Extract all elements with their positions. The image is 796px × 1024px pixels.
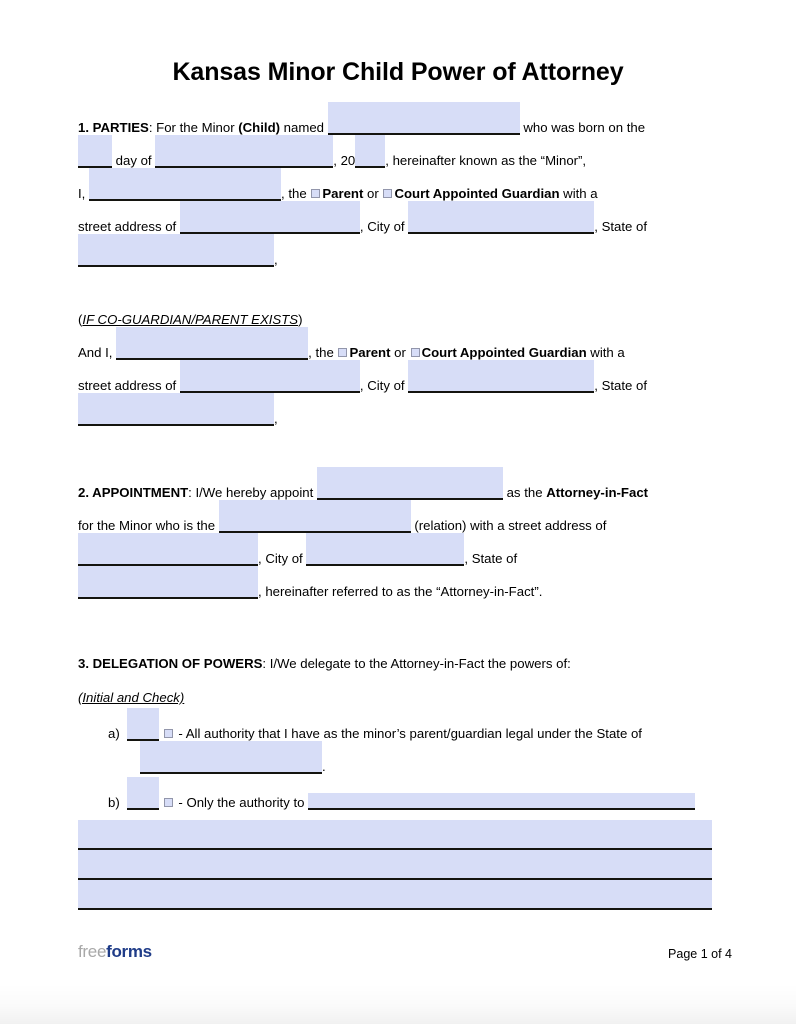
coguardian-court-appointed-guardian-label: Court Appointed Guardian <box>421 345 587 360</box>
minor-name-field[interactable] <box>328 118 520 135</box>
section2-text-2: as the <box>502 485 547 500</box>
coguardian-city-field[interactable] <box>408 376 594 393</box>
item-b-authority-field-line1[interactable] <box>308 793 695 810</box>
section2-text-1: : I/We hereby appoint <box>188 485 317 500</box>
co-guardian-note <box>78 312 712 328</box>
item-b-authority-field-line2[interactable] <box>78 820 712 850</box>
item-a-row <box>78 724 712 742</box>
section1-text-12: street address of <box>78 219 180 234</box>
section1-text-5: , hereinafter known as the “Minor”, <box>385 153 587 168</box>
item-a-checkbox[interactable] <box>164 729 173 738</box>
co-guardian-note-open: ( <box>78 312 83 327</box>
page-title: Kansas Minor Child Power of Attorney <box>172 58 624 86</box>
section1-text-13: , City of <box>359 219 409 234</box>
section2-text-4: (relation) with a street address of <box>410 518 607 533</box>
section1-heading: 1. PARTIES <box>78 120 149 135</box>
attorney-in-fact-name-field[interactable] <box>317 483 503 500</box>
coguardian-parent-checkbox[interactable] <box>338 348 347 357</box>
section1-line5 <box>78 250 712 268</box>
coguardian-street-address-field[interactable] <box>180 376 360 393</box>
section1-text-7: , the <box>281 186 311 201</box>
section1-line3 <box>78 184 712 202</box>
item-b-checkbox[interactable] <box>164 798 173 807</box>
item-b-text: - Only the authority to <box>174 795 309 810</box>
birth-day-field[interactable] <box>78 151 112 168</box>
guardian-street-address-field[interactable] <box>180 217 360 234</box>
aif-city-field[interactable] <box>306 549 464 566</box>
initial-and-check-note <box>78 690 712 706</box>
parent-label: Parent <box>322 186 364 201</box>
section3-heading: 3. DELEGATION OF POWERS <box>78 656 263 671</box>
section1-text-11: with a <box>559 186 598 201</box>
section1-text-15: , <box>274 252 278 267</box>
section1-text-1b: (Child) <box>238 120 281 135</box>
coguardian-state-field[interactable] <box>78 409 274 426</box>
section1-text-2: who was born on the <box>519 120 646 135</box>
section1-text-14: , State of <box>594 219 648 234</box>
section2-heading: 2. APPOINTMENT <box>78 485 189 500</box>
page-number: Page 1 of 4 <box>668 947 732 961</box>
item-a-text: - All authority that I have as the minor’s parent/guardian legal under the State of <box>174 726 642 741</box>
item-a-state-field[interactable] <box>140 757 322 774</box>
guardian-state-field[interactable] <box>78 250 274 267</box>
section1-line2 <box>78 151 712 169</box>
item-b-initial-field[interactable] <box>127 793 159 810</box>
item-b-authority-field-line4[interactable] <box>78 880 712 910</box>
item-a-period: . <box>322 759 326 774</box>
section1-text-1c: named <box>280 120 328 135</box>
coguardian-text-15: , <box>274 411 278 426</box>
coguardian-text-14: , State of <box>594 378 648 393</box>
birth-year-field[interactable] <box>355 151 385 168</box>
coguardian-text-7: , the <box>308 345 338 360</box>
section2-text-7: , hereinafter referred to as the “Attorney-in-Fact”. <box>258 584 543 599</box>
guardian-name-field[interactable] <box>89 184 281 201</box>
coguardian-court-appointed-guardian-checkbox[interactable] <box>411 348 420 357</box>
section1-line4 <box>78 217 712 235</box>
coguardian-text-12: street address of <box>78 378 180 393</box>
section1-text-3: day of <box>112 153 156 168</box>
logo-text-forms: forms <box>106 942 152 961</box>
section2-line3 <box>78 549 712 567</box>
page-footer <box>78 942 732 966</box>
freeforms-logo <box>78 942 152 962</box>
co-guardian-note-close: ) <box>298 312 303 327</box>
aif-street-address-field[interactable] <box>78 549 258 566</box>
section1-text-1: : For the Minor <box>148 120 239 135</box>
coguardian-text-9: or <box>390 345 410 360</box>
page-bottom-shadow <box>0 984 796 1024</box>
document-body <box>78 118 712 910</box>
section1-coguardian-line1 <box>78 343 712 361</box>
logo-text-free: free <box>78 942 107 961</box>
relation-field[interactable] <box>219 516 411 533</box>
section3-line1 <box>78 656 712 672</box>
item-a-initial-field[interactable] <box>127 724 159 741</box>
section2-text-3: for the Minor who is the <box>78 518 219 533</box>
section2-text-6: , State of <box>464 551 518 566</box>
section2-line1 <box>78 483 712 501</box>
co-guardian-note-text: IF CO-GUARDIAN/PARENT EXISTS <box>82 312 299 327</box>
initial-and-check-text: (Initial and Check) <box>78 690 185 705</box>
section1-text-9: or <box>363 186 383 201</box>
section1-coguardian-line3 <box>78 409 712 427</box>
court-appointed-guardian-checkbox[interactable] <box>383 189 392 198</box>
section1-text-6: I, <box>78 186 89 201</box>
coguardian-text-13: , City of <box>359 378 409 393</box>
section1-line1 <box>78 118 712 136</box>
court-appointed-guardian-label: Court Appointed Guardian <box>394 186 560 201</box>
coguardian-name-field[interactable] <box>116 343 308 360</box>
parent-checkbox[interactable] <box>311 189 320 198</box>
section1-text-16: And I, <box>78 345 117 360</box>
item-b-label: b) <box>108 795 120 810</box>
section2-line4 <box>78 582 712 600</box>
section2-text-5: , City of <box>258 551 307 566</box>
aif-state-field[interactable] <box>78 582 258 599</box>
guardian-city-field[interactable] <box>408 217 594 234</box>
section2-line2 <box>78 516 712 534</box>
birth-month-field[interactable] <box>155 151 333 168</box>
section1-text-4: , 20 <box>333 153 356 168</box>
coguardian-parent-label: Parent <box>349 345 391 360</box>
item-b-authority-field-line3[interactable] <box>78 850 712 880</box>
item-b-row <box>78 793 712 811</box>
attorney-in-fact-label: Attorney-in-Fact <box>546 485 649 500</box>
item-a-label: a) <box>108 726 120 741</box>
section1-coguardian-line2 <box>78 376 712 394</box>
coguardian-text-11: with a <box>586 345 625 360</box>
item-a-state-row <box>78 757 712 775</box>
section3-text-1: : I/We delegate to the Attorney-in-Fact the powers of: <box>262 656 571 671</box>
